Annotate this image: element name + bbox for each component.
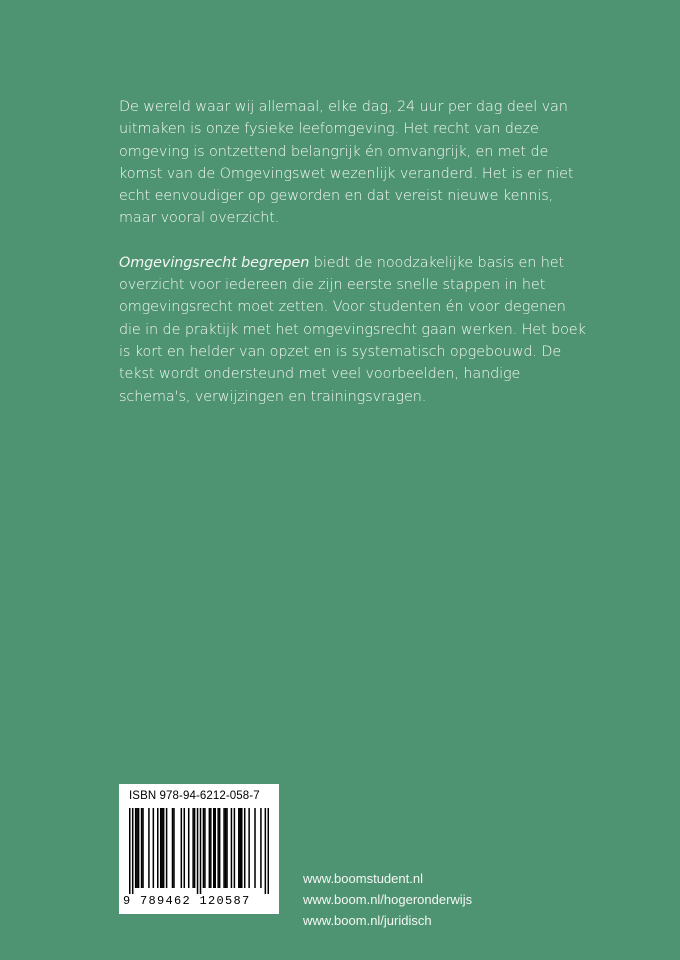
link-hogeronderwijs[interactable]: www.boom.nl/hogeronderwijs	[303, 892, 473, 907]
barcode-bar	[244, 808, 246, 888]
barcode-bar	[192, 808, 194, 888]
ean-digits: 9 789462 120587	[123, 894, 251, 908]
barcode-bar	[188, 808, 190, 888]
barcode-bar	[194, 808, 196, 888]
barcode-bar	[238, 808, 240, 888]
barcode-bar	[160, 808, 162, 888]
barcode-bars	[129, 808, 269, 894]
barcode-bar	[197, 808, 199, 894]
barcode-bar	[157, 808, 159, 888]
barcode-bar	[181, 808, 183, 888]
isbn-label: ISBN 978-94-6212-058-7	[129, 790, 260, 802]
barcode-bar	[132, 808, 134, 894]
barcode-bar	[204, 808, 206, 888]
link-juridisch[interactable]: www.boom.nl/juridisch	[303, 913, 432, 928]
barcode-bar	[141, 808, 143, 888]
barcode-bar	[240, 808, 242, 888]
link-boomstudent[interactable]: www.boomstudent.nl	[303, 871, 423, 886]
barcode-bar	[254, 808, 256, 888]
blurb-paragraph-2-text: biedt de noodzakelijke basis en het overzicht voor iedereen die zijn eerste snelle stappen in het omgevingsrecht moet zetten. Voor studenten én voor degenen die in de praktijk met het omgevingsrecht gaan werken. Het boek is kort en helder van opzet en is systematisch opgebouwd. De tekst wordt ondersteund met veel voorbeelden, handige schema's, verwijzingen en trainingsvragen.	[119, 254, 586, 405]
barcode-bar	[161, 808, 163, 888]
barcode-bar	[210, 808, 212, 888]
barcode-bar	[184, 808, 186, 888]
barcode-bar	[241, 808, 243, 888]
publisher-links	[303, 868, 472, 931]
barcode-bar	[166, 808, 168, 888]
barcode-bar	[148, 808, 150, 888]
barcode-bar	[219, 808, 221, 888]
barcode-bar	[234, 808, 236, 888]
barcode-bar	[217, 808, 219, 888]
barcode-bar	[203, 808, 205, 888]
blurb-paragraph-2	[119, 252, 587, 408]
barcode-bar	[225, 808, 227, 888]
barcode-bar	[163, 808, 165, 888]
barcode-bar	[129, 808, 131, 894]
barcode-bar	[172, 808, 174, 888]
book-title-reference: Omgevingsrecht begrepen	[119, 254, 310, 271]
barcode-bar	[138, 808, 140, 888]
barcode-bar	[260, 808, 262, 888]
barcode-bar	[153, 808, 155, 888]
back-cover-blurb	[119, 96, 587, 430]
barcode-bar	[173, 808, 175, 888]
barcode-bar	[213, 808, 215, 888]
barcode-bar	[231, 808, 233, 888]
isbn-barcode	[119, 784, 279, 914]
barcode-bar	[226, 808, 228, 888]
barcode-bar	[268, 808, 269, 894]
barcode-bar	[135, 808, 137, 888]
barcode-bar	[265, 808, 267, 894]
barcode-bar	[223, 808, 225, 888]
barcode-bar	[248, 808, 250, 888]
barcode-bar	[136, 808, 138, 888]
blurb-paragraph-1: De wereld waar wij allemaal, elke dag, 24 uur per dag deel van uitmaken is onze fysieke leefomgeving. Het recht van deze omgeving is ontzettend belangrijk én omvangrijk, en met de komst van de Omgevingswet wezenlijk veranderd. Het is er niet echt eenvoudiger op geworden en dat vereist nieuwe kennis, maar vooral overzicht.	[119, 99, 574, 227]
barcode-bar	[209, 808, 211, 888]
barcode-bar	[142, 808, 144, 888]
barcode-bar	[214, 808, 216, 888]
barcode-bar	[200, 808, 202, 894]
